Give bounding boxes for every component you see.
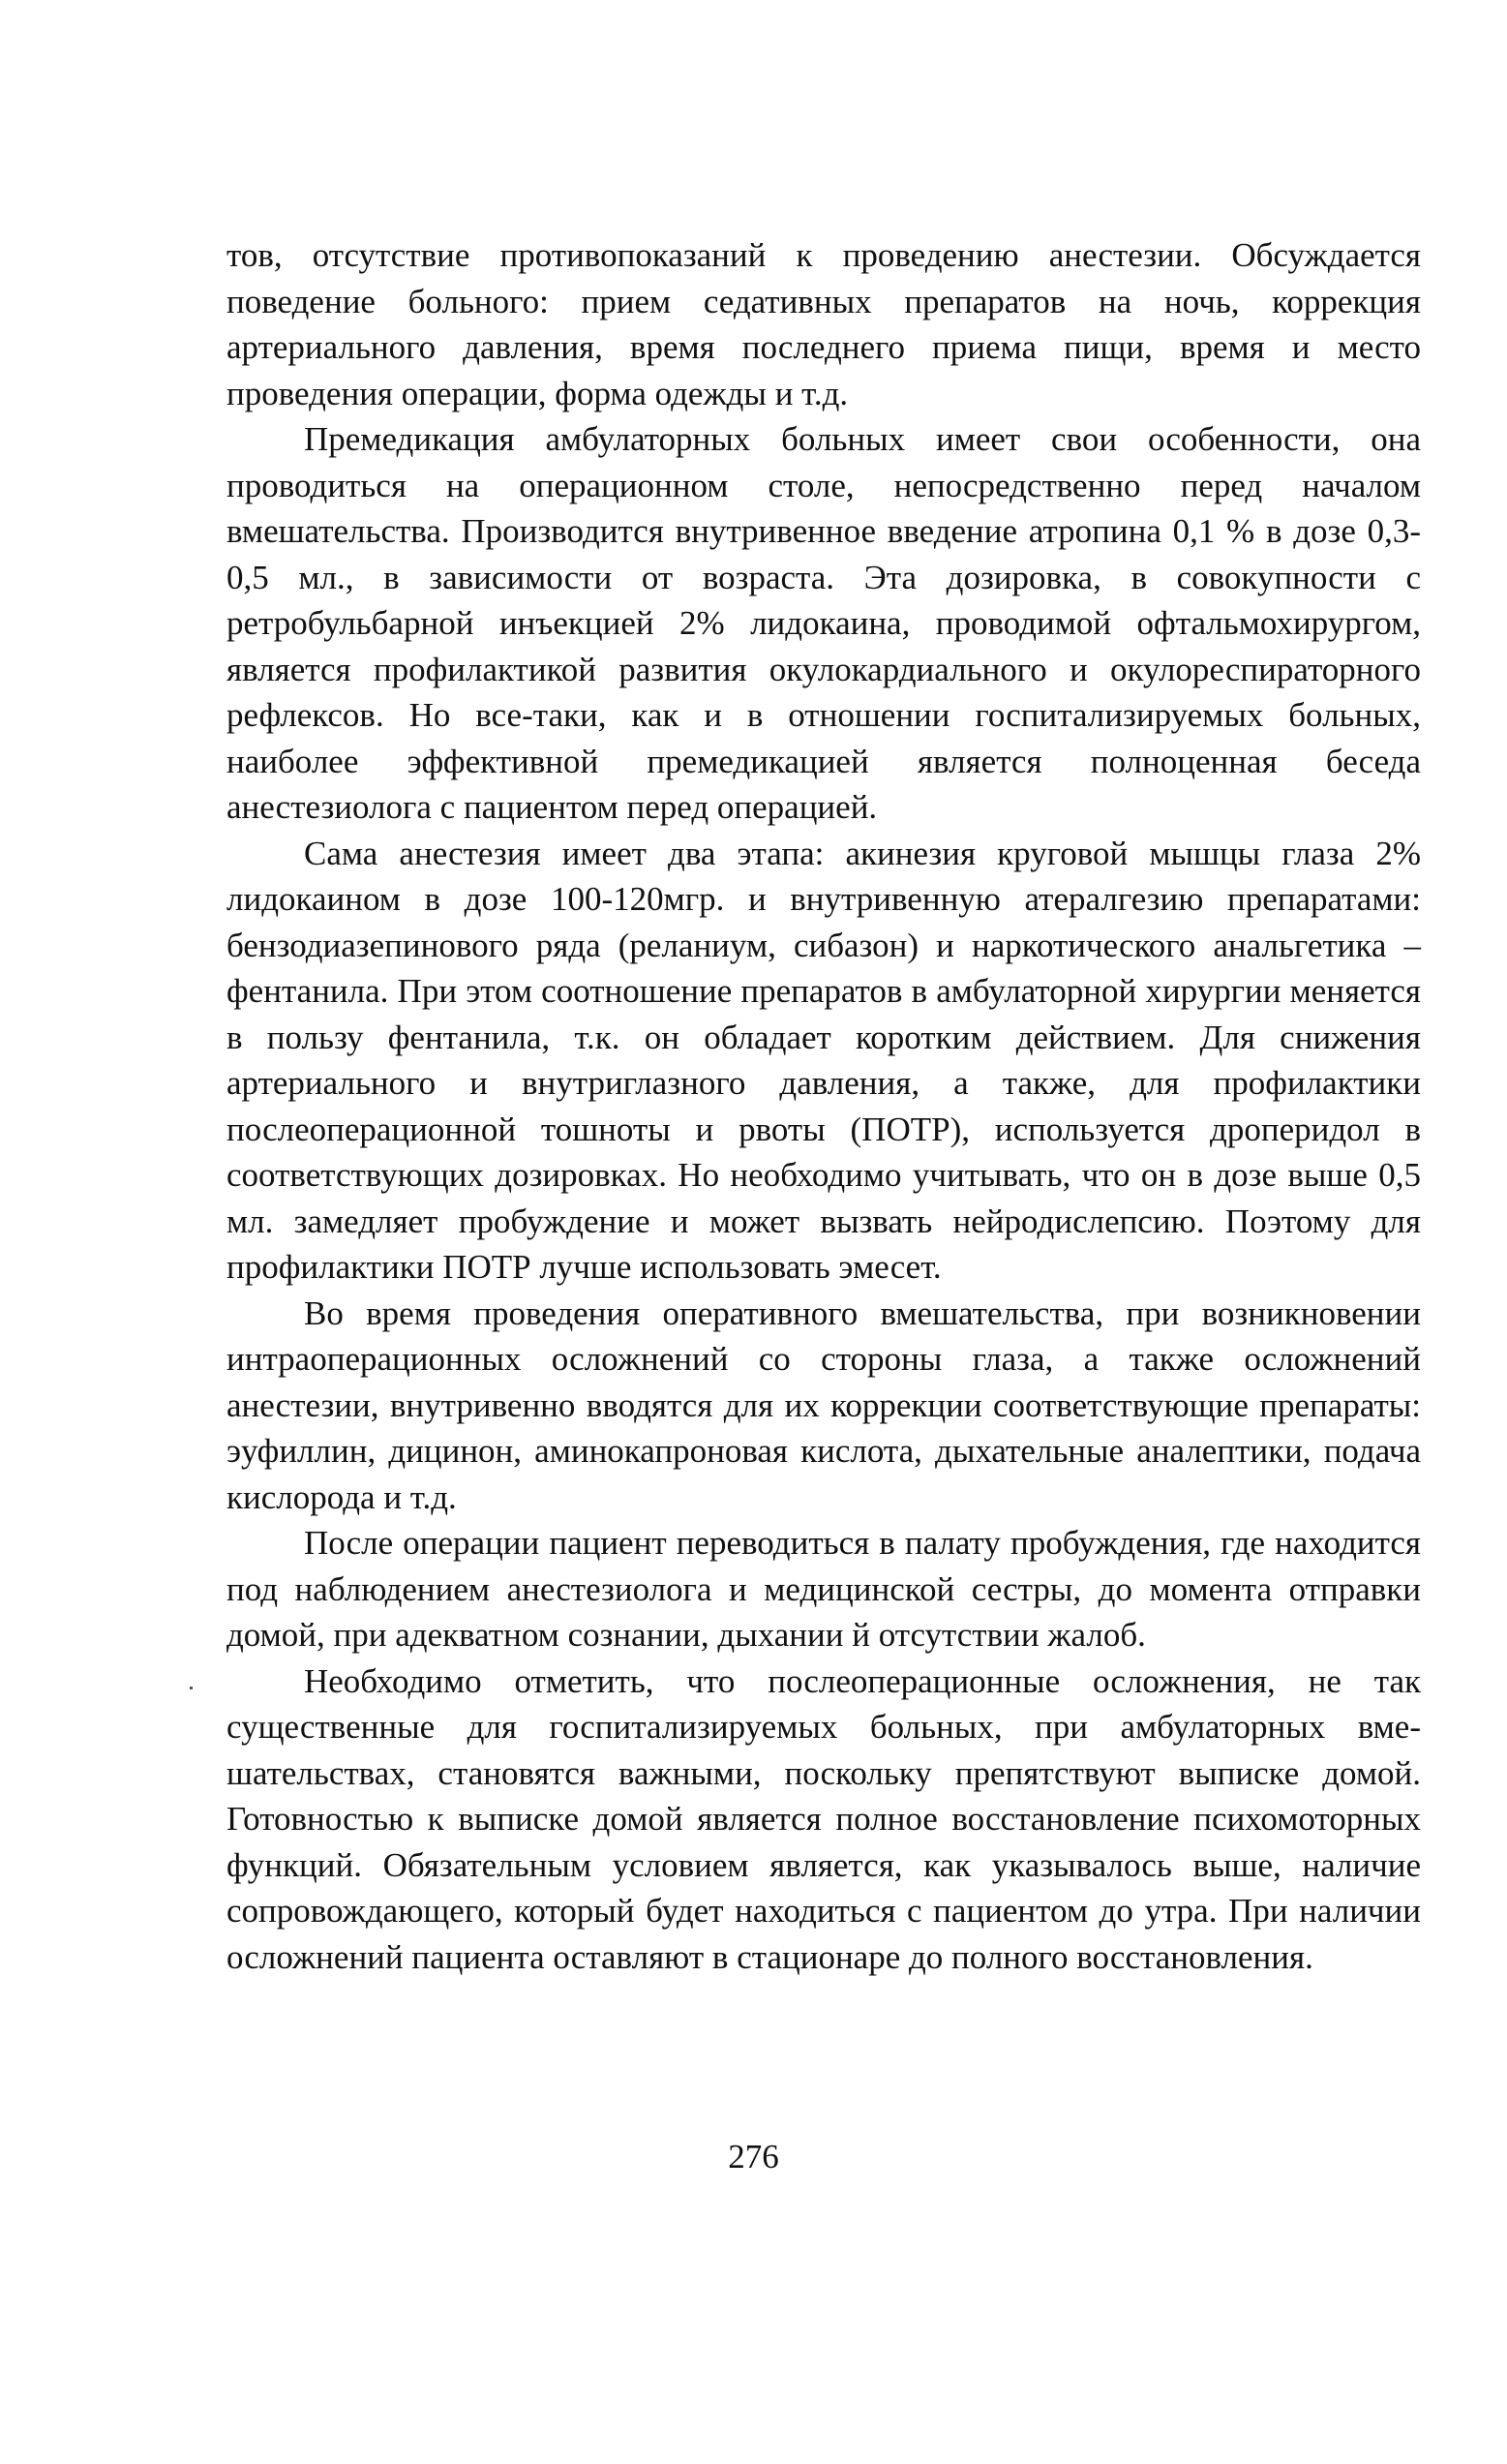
paragraph-complications: Необходимо отметить, что послеоперационные осложнения, не так существенные для госпитализируемых больных, при амбулаторных вмешательствах, становятся важными, поскольку препятствуют выписке домой. Готовностью к выписке домой является полное восстановление психомоторных функций. Обязательным условием является, как указывалось выше, наличие сопровождающего, который будет находиться с пациентом до утра. При наличии осложнений пациента оставляют в стационаре до полного восстановления.	[226, 1661, 1421, 1976]
page-number: 276	[728, 2138, 779, 2175]
paragraph-intraoperative: Во время проведения оперативного вмешательства, при возникновении интраоперационных осложнений со стороны глаза, а также осложнений анестезии, внутривенно вводятся для их коррекции соответствующие препараты: эуфиллин, дицинон, аминокапроновая кислота, дыхательные аналептики, подача кислорода и т.д.	[226, 1293, 1421, 1516]
page-text-block	[226, 232, 1421, 1980]
paragraph-postoperative: После операции пациент переводиться в палату пробуждения, где находится под наблюдением анестезиолога и медицинской сестры, до момента отправки домой, при адекватном сознании, дыхании й отсутствии жалоб.	[226, 1524, 1421, 1654]
paragraph-anesthesia-stages: Сама анестезия имеет два этапа: акинезия круговой мышцы глаза 2% лидокаином в дозе 100-120мгр. и внутривенную атералгезию препаратами: бензодиазепинового ряда (реланиум, сибазон) и наркотического анальгетика – фентанила. При этом соотношение препаратов в амбулаторной хирургии меняется в пользу фентанила, т.к. он обладает коротким действием. Для снижения артериального и внутриглазного давления, а также, для профилактики послеоперационной тошноты и рвоты (ПОТР), используется дроперидол в соответствующих дозировках. Но необходимо учитывать, что он в дозе выше 0,5 мл. замедляет пробуждение и может вызвать нейродислепсию. Поэтому для профилактики ПОТР лучше использовать эмесет.	[226, 834, 1421, 1286]
scan-speck	[190, 1687, 193, 1689]
paragraph-continuation: тов, отсутствие противопоказаний к проведению анестезии. Обсуждается поведение больного: прием седативных препаратов на ночь, коррекция артериального давления, время последнего приема пищи, время и место проведения операции, форма одежды и т.д.	[226, 236, 1421, 412]
paragraph-premedication: Премедикация амбулаторных больных имеет свои особенности, она проводиться на операционном столе, непосредственно перед началом вмешательства. Производится внутривенное введение атропина 0,1 % в дозе 0,3-0,5 мл., в зависимости от возраста. Эта дозировка, в совокупности с ретробульбарной инъекцией 2% лидокаина, проводимой офтальмохирургом, является профилактикой развития окулокардиального и окулореспираторного рефлексов. Но все-таки, как и в отношении госпитализируемых больных, наиболее эффективной премедикацией является полноценная беседа анестезиолога с пациентом перед операцией.	[226, 420, 1421, 826]
